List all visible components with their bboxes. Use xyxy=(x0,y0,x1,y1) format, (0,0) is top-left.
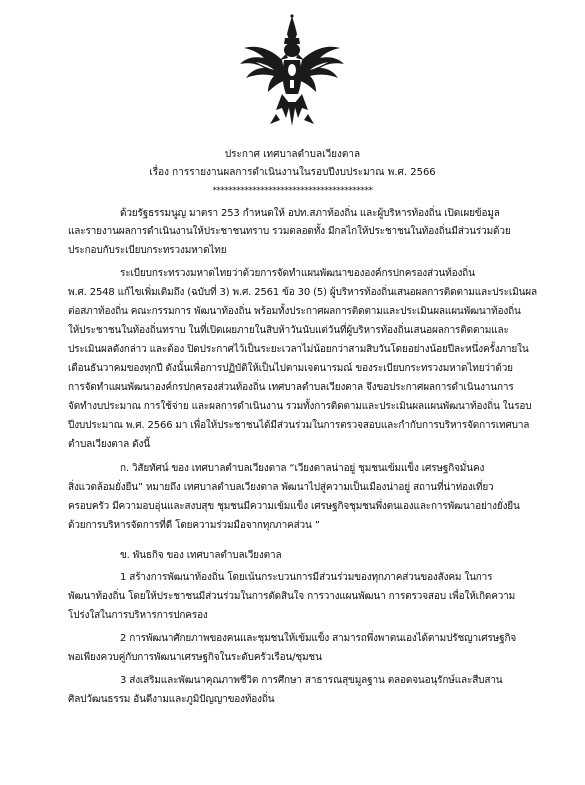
paragraph-line: ระเบียบกระทรวงมหาดไทยว่าด้วยการจัดทำแผนพัฒนาขององค์กรปกครองส่วนท้องถิ่น xyxy=(120,268,475,279)
mission-line: พอเพียงควบคู่กับการพัฒนาเศรษฐกิจในระดับครัวเรือน/ชุมชน xyxy=(68,652,322,663)
mission-line: พัฒนาท้องถิ่น โดยให้ประชาชนมีส่วนร่วมในการตัดสินใจ การวางแผนพัฒนา การตรวจสอบ เพื่อให้เกิดความ xyxy=(68,591,516,602)
mission-line: 2 การพัฒนาศักยภาพของคนและชุมชนให้เข้มแข็ง สามารถพึ่งพาตนเองได้ตามปรัชญาเศรษฐกิจ xyxy=(120,633,517,644)
paragraph-line: การจัดทำแผนพัฒนาองค์กรปกครองส่วนท้องถิ่น เทศบาลตำบลเวียงตาล จึงขอประกาศผลการดำเนินงานการ xyxy=(68,382,514,393)
paragraph-line: เดือนธันวาคมของทุกปี ดังนั้นเพื่อการปฏิบัติให้เป็นไปตามเจตนารมณ์ ของระเบียบกระทรวงมหาดไทยว่าด้วย xyxy=(68,363,513,374)
vision-line: สิ่งแวดล้อมยั่งยืน” หมายถึง เทศบาลตำบลเวียงตาล พัฒนาไปสู่ความเป็นเมืองน่าอยู่ สถานที่น่าท่องเที่ยว xyxy=(68,482,494,493)
paragraph-line: ต่อสภาท้องถิ่น คณะกรรมการ พัฒนาท้องถิ่น พร้อมทั้งประกาศผลการติดตามและประเมินผลแผนพัฒนาท้องถิ่น xyxy=(68,306,521,317)
paragraph-line: ตำบลเวียงตาล ดังนี้ xyxy=(68,439,150,450)
paragraph-line: พ.ศ. 2548 แก้ไขเพิ่มเติมถึง (ฉบับที่ 3) พ.ศ. 2561 ข้อ 30 (5) ผู้บริหารท้องถิ่นเสนอผลการติดตามและประเมินผล xyxy=(68,287,537,298)
separator-line: **************************************** xyxy=(212,186,373,196)
paragraph-line: ปีงบประมาณ พ.ศ. 2566 มา เพื่อให้ประชาชนได้มีส่วนร่วมในการตรวจสอบและกำกับการบริหารจัดการเทศบาล xyxy=(68,420,530,431)
vision-line: ก. วิสัยทัศน์ ของ เทศบาลตำบลเวียงตาล “เวียงตาลน่าอยู่ ชุมชนเข้มแข็ง เศรษฐกิจมั่นคง xyxy=(120,463,485,474)
paragraph-line: ให้ประชาชนในท้องถิ่นทราบ ในที่เปิดเผยภายในสิบห้าวันนับแต่วันที่ผู้บริหารท้องถิ่นเสนอผลการติดตามและ xyxy=(68,325,509,336)
subject-line: เรื่อง การรายงานผลการดำเนินงานในรอบปีงบประมาณ พ.ศ. 2566 xyxy=(149,167,436,178)
paragraph-line: ประเมินผลดังกล่าว และต้อง ปิดประกาศไว้เป็นระยะเวลาไม่น้อยกว่าสามสิบวันโดยอย่างน้อยปีละหนึ่งครั้งภายใน xyxy=(68,344,529,355)
garuda-emblem-icon xyxy=(236,14,348,134)
mission-line: 3 ส่งเสริมและพัฒนาคุณภาพชีวิต การศึกษา สาธารณสุขมูลฐาน ตลอดจนอนุรักษ์และสืบสาน xyxy=(120,675,503,686)
paragraph-line: จัดทำงบประมาณ การใช้จ่าย และผลการดำเนินงาน รวมทั้งการติดตามและประเมินผลแผนพัฒนาท้องถิ่น ในรอบ xyxy=(68,401,532,412)
mission-line: 1 สร้างการพัฒนาท้องถิ่น โดยเน้นกระบวนการมีส่วนร่วมของทุกภาคส่วนของสังคม ในการ xyxy=(120,572,493,583)
mission-heading: ข. พันธกิจ ของ เทศบาลตำบลเวียงตาล xyxy=(120,550,282,561)
paragraph-line: ประกอบกับระเบียบกระทรวงมหาดไทย xyxy=(68,245,227,256)
paragraph-line: ด้วยรัฐธรรมนูญ มาตรา 253 กำหนดให้ อปท.สภาท้องถิ่น และผู้บริหารท้องถิ่น เปิดเผยข้อมูล xyxy=(120,208,500,219)
mission-line: ศิลปวัฒนธรรม อันดีงามและภูมิปัญญาของท้องถิ่น xyxy=(68,694,275,705)
vision-line: ครอบครัว มีความอบอุ่นและสงบสุข ชุมชนมีความเข้มแข็ง เศรษฐกิจชุมชนพึ่งตนเองและการพัฒนาอย่างยั่งยืน xyxy=(68,501,520,512)
paragraph-line: และรายงานผลการดำเนินงานให้ประชาชนทราบ รวมตลอดทั้ง มีกลไกให้ประชาชนในท้องถิ่นมีส่วนร่วมด้วย xyxy=(68,226,511,237)
announcement-title: ประกาศ เทศบาลตำบลเวียงตาล xyxy=(224,149,361,160)
vision-line: ด้วยการบริหารจัดการที่ดี โดยความร่วมมือจากทุกภาคส่วน ” xyxy=(68,520,320,531)
mission-line: โปร่งใสในการบริหารการปกครอง xyxy=(68,610,208,621)
